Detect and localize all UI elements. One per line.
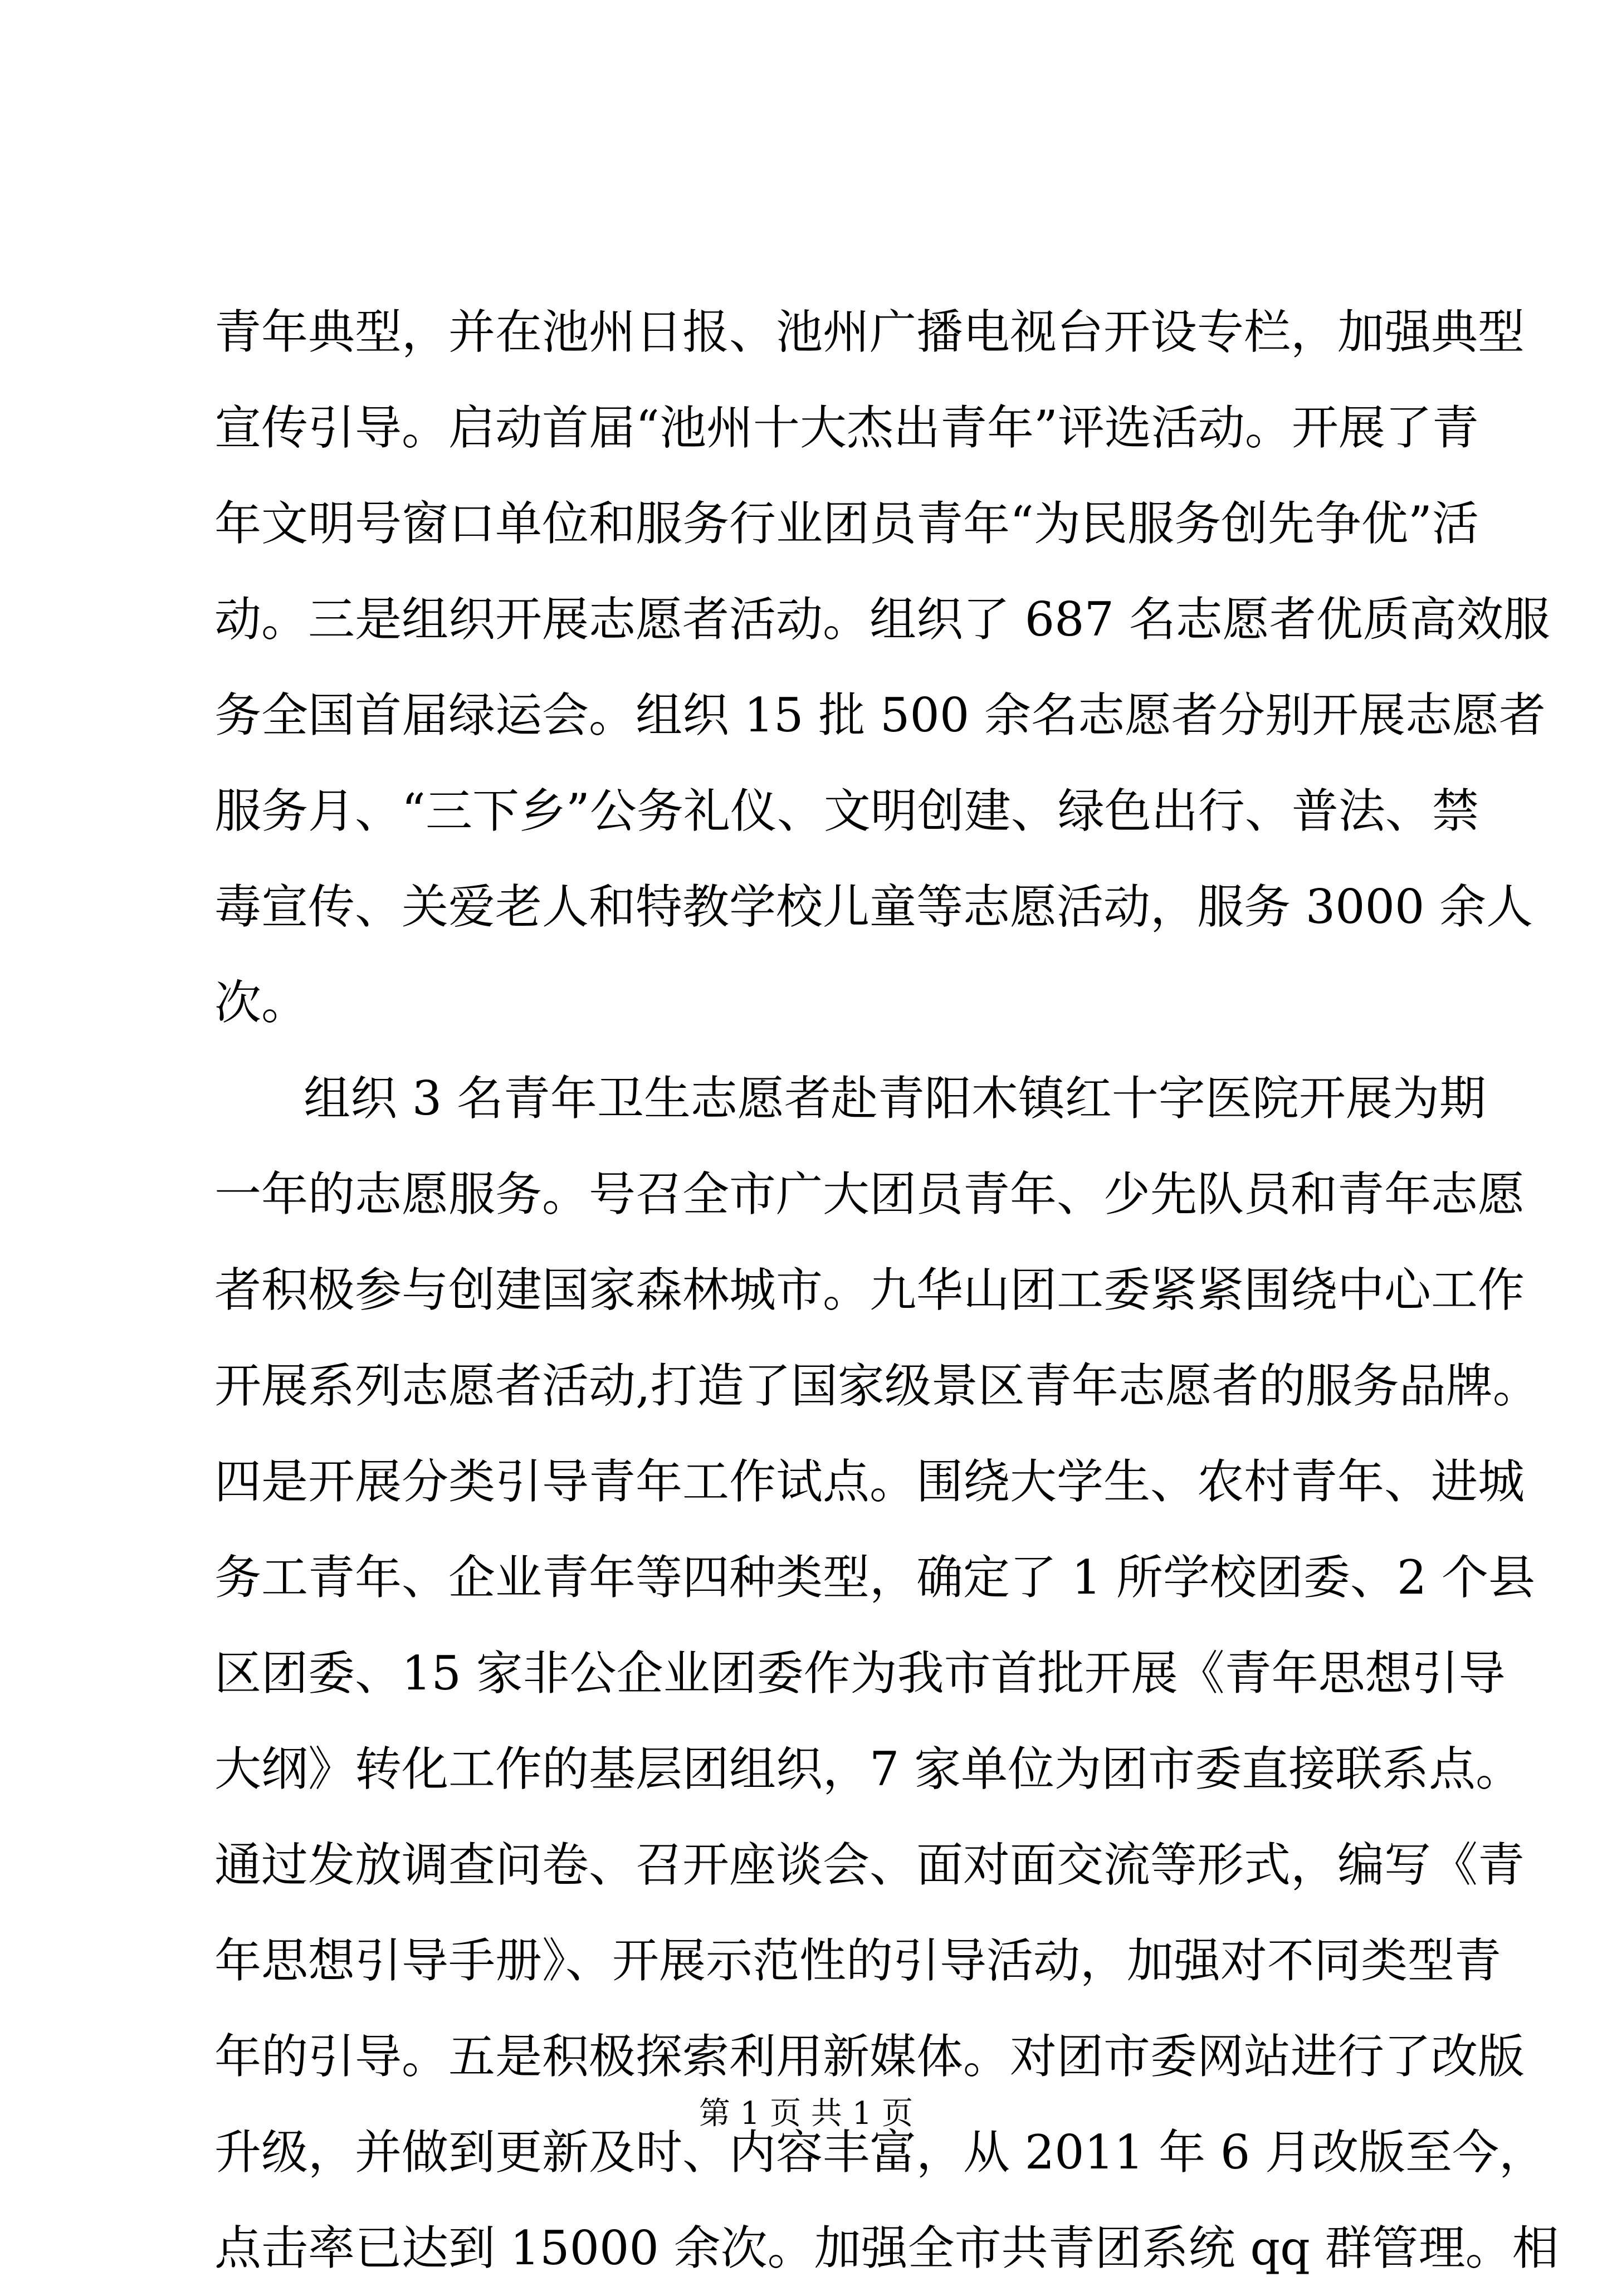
text-line: 务工青年、企业青年等四种类型，确定了 1 所学校团委、2 个县	[214, 1550, 1535, 1605]
text-line: 务全国首届绿运会。组织 15 批 500 余名志愿者分别开展志愿者	[214, 688, 1546, 742]
text-line: 通过发放调查问卷、召开座谈会、面对面交流等形式，编写《青	[214, 1838, 1525, 1892]
text-line: 区团委、15 家非公企业团委作为我市首批开展《青年思想引导	[214, 1646, 1506, 1701]
text-line: 服务月、“三下乡”公务礼仪、文明创建、绿色出行、普法、禁	[214, 784, 1479, 838]
text-line: 大纲》转化工作的基层团组织，7 家单位为团市委直接联系点。	[214, 1742, 1523, 1796]
text-line: 次。	[214, 975, 309, 1030]
page-number-footer: 第 1 页 共 1 页	[698, 2095, 914, 2132]
text-line: 点击率已达到 15000 余次。加强全市共青团系统 qq 群管理。相	[214, 2221, 1559, 2275]
text-line: 青年典型，并在池州日报、池州广播电视台开设专栏，加强典型	[214, 305, 1525, 359]
text-line: 开展系列志愿者活动,打造了国家级景区青年志愿者的服务品牌。	[214, 1359, 1540, 1413]
paragraph-start-line: 组织 3 名青年卫生志愿者赴青阳木镇红十字医院开展为期	[304, 1071, 1486, 1126]
text-line: 年文明号窗口单位和服务行业团员青年“为民服务创先争优”活	[214, 496, 1479, 551]
text-line: 升级，并做到更新及时、内容丰富，从 2011 年 6 月改版至今，	[214, 2125, 1546, 2180]
text-line: 动。三是组织开展志愿者活动。组织了 687 名志愿者优质高效服	[214, 592, 1550, 647]
text-line: 毒宣传、关爱老人和特教学校儿童等志愿活动，服务 3000 余人	[214, 880, 1533, 934]
text-line: 四是开展分类引导青年工作试点。围绕大学生、农村青年、进城	[214, 1454, 1525, 1509]
document-body	[214, 284, 1559, 2296]
text-line: 者积极参与创建国家森林城市。九华山团工委紧紧围绕中心工作	[214, 1263, 1525, 1317]
text-line: 宣传引导。启动首届“池州十大杰出青年”评选活动。开展了青	[214, 400, 1479, 455]
text-line: 年的引导。五是积极探索利用新媒体。对团市委网站进行了改版	[214, 2029, 1525, 2084]
text-line: 年思想引导手册》、开展示范性的引导活动，加强对不同类型青	[214, 1933, 1502, 1988]
text-line: 一年的志愿服务。号召全市广大团员青年、少先队员和青年志愿	[214, 1167, 1525, 1222]
